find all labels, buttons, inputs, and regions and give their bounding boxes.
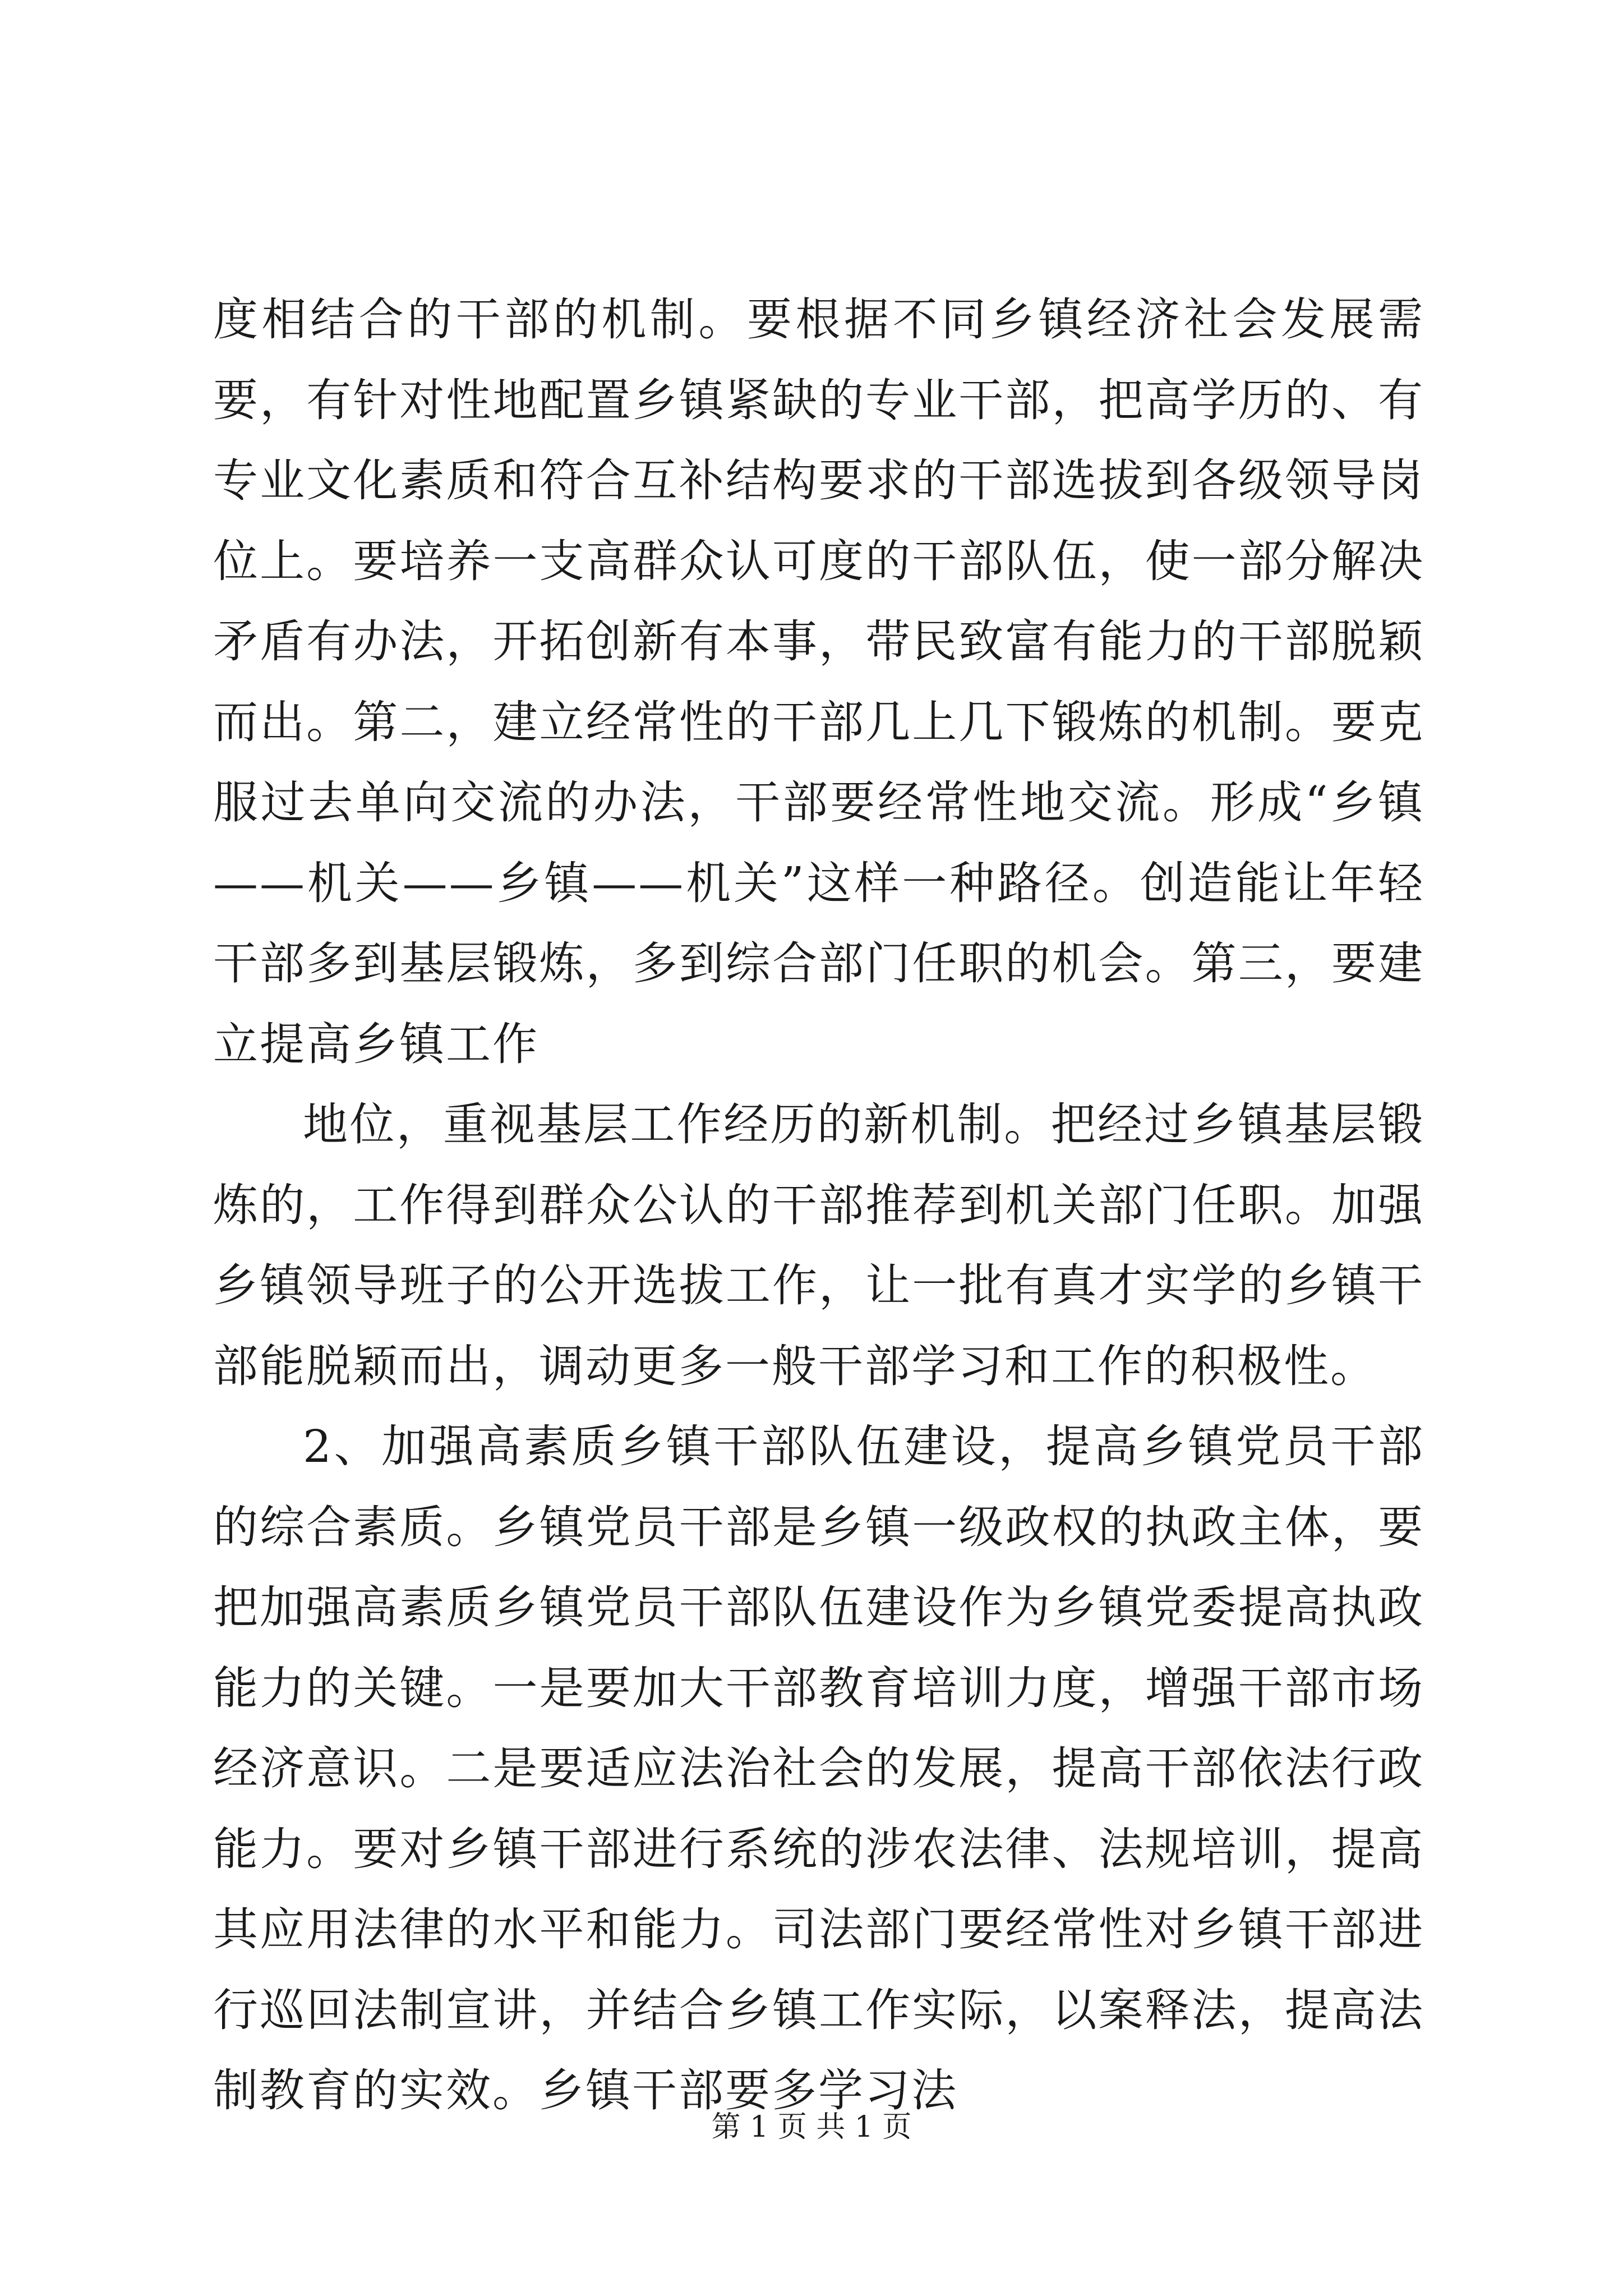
paragraph-1: 度相结合的干部的机制。要根据不同乡镇经济社会发展需要，有针对性地配置乡镇紧缺的专业干部，把高学历的、有专业文化素质和符合互补结构要求的干部选拔到各级领导岗位上。要培养一支高群众认可度的干部队伍，使一部分解决矛盾有办法，开拓创新有本事，带民致富有能力的干部脱颖而出。第二，建立经常性的干部几上几下锻炼的机制。要克服过去单向交流的办法，干部要经常性地交流。形成“乡镇——机关——乡镇——机关”这样一种路径。创造能让年轻干部多到基层锻炼，多到综合部门任职的机会。第三，要建立提高乡镇工作: [213, 293, 1424, 1070]
paragraph-3: 2、加强高素质乡镇干部队伍建设，提高乡镇党员干部的综合素质。乡镇党员干部是乡镇一级政权的执政主体，要把加强高素质乡镇党员干部队伍建设作为乡镇党委提高执政能力的关键。一是要加大干部教育培训力度，增强干部市场经济意识。二是要适应法治社会的发展，提高干部依法行政能力。要对乡镇干部进行系统的涉农法律、法规培训，提高其应用法律的水平和能力。司法部门要经常性对乡镇干部进行巡回法制宣讲，并结合乡镇工作实际，以案释法，提高法制教育的实效。乡镇干部要多学习法: [213, 1420, 1424, 2116]
page-footer: 第 1 页 共 1 页: [711, 2110, 912, 2144]
paragraph-2: 地位，重视基层工作经历的新机制。把经过乡镇基层锻炼的，工作得到群众公认的干部推荐到机关部门任职。加强乡镇领导班子的公开选拔工作，让一批有真才实学的乡镇干部能脱颖而出，调动更多一般干部学习和工作的积极性。: [213, 1098, 1424, 1392]
document-body: [213, 279, 1424, 2131]
